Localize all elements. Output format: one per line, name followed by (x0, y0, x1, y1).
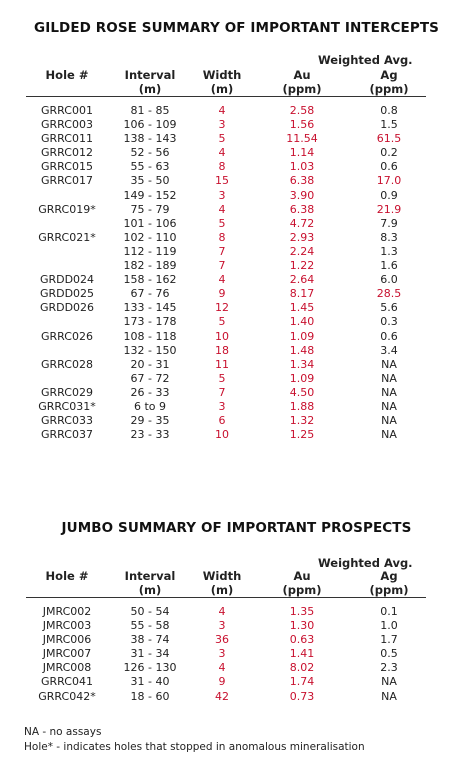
cell-au: 1.32 (289, 414, 315, 428)
jumbo-title: JUMBO SUMMARY OF IMPORTANT PROSPECTS (61, 520, 412, 536)
cell-width: 7 (218, 244, 226, 258)
cell-ag: 1.5 (380, 118, 398, 132)
cell-interval: 67 - 72 (130, 371, 170, 385)
cell-ag: 8.3 (380, 230, 398, 244)
cell-au: 1.45 (289, 301, 315, 315)
cell-width: 9 (218, 287, 226, 301)
cell-hole: JMRC008 (42, 661, 92, 675)
cell-hole (26, 189, 108, 203)
cell-interval: 81 - 85 (130, 104, 170, 117)
cell-width: 4 (218, 661, 226, 675)
header-rule (192, 598, 252, 606)
cell-ag: 5.6 (380, 301, 398, 315)
header-rule (352, 598, 426, 606)
cell-au: 1.88 (289, 399, 315, 413)
table-row (26, 400, 426, 414)
cell-width: 10 (215, 428, 229, 442)
table-row (26, 315, 426, 329)
cell-ag: 6.0 (380, 273, 398, 287)
cell-interval: 55 - 63 (130, 160, 170, 174)
cell-ag: 1.0 (380, 619, 398, 633)
cell-width: 12 (215, 301, 229, 315)
cell-width: 4 (218, 146, 226, 160)
cell-ag: NA (381, 675, 397, 689)
cell-hole: JMRC006 (42, 633, 92, 647)
cell-au: 1.09 (289, 329, 315, 343)
cell-width: 6 (218, 414, 226, 428)
cell-au: 3.90 (289, 188, 315, 202)
header-rule (192, 97, 252, 105)
cell-au: 6.38 (289, 202, 315, 216)
cell-ag: NA (381, 357, 397, 371)
cell-au: 1.74 (289, 675, 315, 689)
gilded-header-width-unit: (m) (210, 82, 234, 96)
table-row (26, 160, 426, 174)
table-row (26, 245, 426, 259)
cell-interval: 75 - 79 (130, 202, 170, 216)
cell-interval: 55 - 58 (130, 619, 170, 633)
cell-au: 1.41 (289, 647, 315, 661)
table-row (26, 273, 426, 287)
jumbo-header-ag: Ag (380, 569, 398, 583)
cell-au: 2.93 (289, 230, 315, 244)
jumbo-header-au: Au (293, 569, 311, 583)
cell-hole: GRRC026 (41, 329, 93, 343)
jumbo-header-interval: Interval (124, 569, 176, 583)
cell-width: 3 (218, 399, 226, 413)
cell-ag: NA (381, 428, 397, 442)
cell-interval: 26 - 33 (130, 385, 170, 399)
jumbo-header-interval-unit: (m) (138, 583, 162, 597)
cell-au: 1.25 (289, 428, 315, 442)
cell-hole: JMRC003 (42, 619, 92, 633)
cell-ag: 0.1 (380, 605, 398, 618)
table-row (26, 633, 426, 647)
cell-width: 3 (218, 619, 226, 633)
cell-ag: 1.3 (380, 244, 398, 258)
cell-hole: GRRC037 (41, 428, 93, 442)
gilded-title: GILDED ROSE SUMMARY OF IMPORTANT INTERCEPTS (34, 20, 439, 36)
header-rule (26, 97, 108, 105)
table-row (26, 386, 426, 400)
cell-ag: 1.7 (380, 633, 398, 647)
cell-interval: 31 - 34 (130, 647, 170, 661)
cell-au: 8.02 (289, 661, 315, 675)
cell-ag: 21.9 (376, 202, 402, 216)
cell-ag: 1.6 (380, 259, 398, 273)
cell-interval: 173 - 178 (123, 315, 177, 329)
table-row (26, 372, 426, 386)
cell-au: 0.63 (289, 633, 315, 647)
cell-ag: 0.6 (380, 329, 398, 343)
cell-interval: 20 - 31 (130, 357, 170, 371)
table-row (26, 675, 426, 689)
header-rule (352, 97, 426, 105)
cell-width: 4 (218, 202, 226, 216)
cell-ag: 3.4 (380, 343, 398, 357)
cell-interval: 158 - 162 (123, 273, 177, 287)
cell-hole (26, 217, 108, 231)
table-row (26, 104, 426, 118)
cell-ag: NA (381, 371, 397, 385)
header-rule (252, 97, 352, 105)
cell-width: 5 (218, 132, 226, 146)
cell-hole (26, 245, 108, 259)
table-row (26, 301, 426, 315)
footnotes (24, 725, 365, 755)
cell-ag: NA (381, 414, 397, 428)
cell-interval: 102 - 110 (123, 230, 177, 244)
cell-au: 4.50 (289, 385, 315, 399)
gilded-header-au-unit: (ppm) (282, 82, 322, 96)
cell-hole: GRRC042* (38, 689, 96, 703)
header-rule (108, 97, 192, 105)
cell-au: 1.35 (289, 605, 315, 618)
table-row (26, 605, 426, 619)
jumbo-header-width: Width (202, 569, 242, 583)
cell-width: 7 (218, 259, 226, 273)
cell-interval: 149 - 152 (123, 188, 177, 202)
table-row (26, 619, 426, 633)
footnote-hole-star: Hole* - indicates holes that stopped in anomalous mineralisation (24, 741, 365, 753)
cell-hole: GRRC003 (41, 118, 93, 132)
gilded-header-ag: Ag (380, 68, 398, 82)
cell-width: 5 (218, 315, 226, 329)
header-rule (108, 598, 192, 606)
cell-interval: 52 - 56 (130, 146, 170, 160)
cell-interval: 106 - 109 (123, 118, 177, 132)
cell-width: 7 (218, 385, 226, 399)
gilded-header-ag-unit: (ppm) (369, 82, 409, 96)
cell-ag: 0.2 (380, 146, 398, 160)
cell-hole: GRRC021* (38, 230, 96, 244)
jumbo-header-hole-unit (26, 583, 108, 598)
cell-hole (26, 315, 108, 329)
table-row (26, 203, 426, 217)
cell-width: 4 (218, 273, 226, 287)
cell-interval: 18 - 60 (130, 689, 170, 703)
cell-interval: 6 to 9 (133, 399, 167, 413)
cell-au: 0.73 (289, 689, 315, 703)
cell-hole: GRRC012 (41, 146, 93, 160)
cell-width: 4 (218, 104, 226, 117)
cell-width: 3 (218, 188, 226, 202)
cell-au: 2.58 (289, 104, 315, 117)
cell-au: 1.03 (289, 160, 315, 174)
jumbo-header-ag-unit: (ppm) (369, 583, 409, 597)
gilded-header-hole: Hole # (45, 68, 89, 82)
table-row (26, 189, 426, 203)
cell-hole: GRRC011 (41, 132, 93, 146)
gilded-header-interval: Interval (124, 68, 176, 82)
cell-au: 2.64 (289, 273, 315, 287)
cell-interval: 50 - 54 (130, 605, 170, 618)
cell-ag: 17.0 (376, 174, 402, 188)
cell-au: 1.22 (289, 259, 315, 273)
gilded-weighted-avg-label: Weighted Avg. (318, 53, 413, 67)
cell-hole: JMRC007 (42, 647, 92, 661)
cell-width: 42 (215, 689, 229, 703)
cell-ag: 7.9 (380, 216, 398, 230)
cell-width: 3 (218, 118, 226, 132)
gilded-header-au: Au (293, 68, 311, 82)
cell-au: 1.14 (289, 146, 315, 160)
table-row (26, 428, 426, 442)
table-row (26, 231, 426, 245)
table-row (26, 259, 426, 273)
cell-ag: 0.9 (380, 188, 398, 202)
cell-hole: GRRC029 (41, 385, 93, 399)
cell-interval: 23 - 33 (130, 428, 170, 442)
footnote-na: NA - no assays (24, 726, 102, 738)
cell-hole: GRRC028 (41, 357, 93, 371)
cell-width: 11 (215, 357, 229, 371)
cell-au: 1.40 (289, 315, 315, 329)
cell-ag: 2.3 (380, 661, 398, 675)
table-row (26, 690, 426, 704)
cell-interval: 108 - 118 (123, 329, 177, 343)
cell-width: 15 (215, 174, 229, 188)
cell-hole: GRRC031* (38, 399, 96, 413)
cell-ag: NA (381, 689, 397, 703)
cell-ag: 0.3 (380, 315, 398, 329)
cell-au: 6.38 (289, 174, 315, 188)
cell-width: 9 (218, 675, 226, 689)
cell-ag: NA (381, 385, 397, 399)
cell-interval: 29 - 35 (130, 414, 170, 428)
table-row (26, 118, 426, 132)
cell-width: 4 (218, 605, 226, 618)
gilded-header-width: Width (202, 68, 242, 82)
cell-hole: GRRC041 (41, 675, 93, 689)
table-row (26, 647, 426, 661)
cell-hole: GRRC015 (41, 160, 93, 174)
gilded-header-interval-unit: (m) (138, 82, 162, 96)
table-row (26, 287, 426, 301)
table-row (26, 661, 426, 675)
table-row (26, 344, 426, 358)
cell-ag: NA (381, 399, 397, 413)
cell-interval: 112 - 119 (123, 244, 177, 258)
cell-width: 3 (218, 647, 226, 661)
cell-width: 8 (218, 160, 226, 174)
cell-width: 5 (218, 371, 226, 385)
gilded-header-hole-unit (26, 82, 108, 97)
table-row (26, 414, 426, 428)
cell-hole (26, 259, 108, 273)
cell-interval: 182 - 189 (123, 259, 177, 273)
cell-interval: 31 - 40 (130, 675, 170, 689)
cell-au: 4.72 (289, 216, 315, 230)
cell-hole (26, 372, 108, 386)
table-row (26, 174, 426, 188)
cell-au: 2.24 (289, 244, 315, 258)
cell-hole: GRRC033 (41, 414, 93, 428)
table-row (26, 358, 426, 372)
cell-interval: 101 - 106 (123, 216, 177, 230)
cell-hole: GRRC001 (41, 104, 93, 117)
cell-ag: 0.8 (380, 104, 398, 117)
jumbo-weighted-avg-label: Weighted Avg. (318, 556, 413, 570)
cell-width: 5 (218, 216, 226, 230)
cell-au: 1.34 (289, 357, 315, 371)
cell-hole: JMRC002 (42, 605, 92, 618)
cell-hole: GRRC017 (41, 174, 93, 188)
cell-ag: 0.6 (380, 160, 398, 174)
jumbo-header-width-unit: (m) (210, 583, 234, 597)
cell-au: 1.30 (289, 619, 315, 633)
jumbo-header-au-unit: (ppm) (282, 583, 322, 597)
cell-au: 1.48 (289, 343, 315, 357)
cell-ag: 61.5 (376, 132, 402, 146)
cell-hole (26, 344, 108, 358)
cell-ag: 0.5 (380, 647, 398, 661)
table-row (26, 146, 426, 160)
cell-ag: 28.5 (376, 287, 402, 301)
cell-au: 1.56 (289, 118, 315, 132)
gilded-intercepts-table (26, 68, 426, 442)
cell-au: 1.09 (289, 371, 315, 385)
cell-interval: 38 - 74 (130, 633, 170, 647)
cell-au: 11.54 (286, 132, 318, 146)
cell-interval: 67 - 76 (130, 287, 170, 301)
jumbo-prospects-table (26, 569, 426, 704)
cell-width: 36 (215, 633, 229, 647)
cell-hole: GRDD024 (39, 273, 95, 287)
cell-interval: 138 - 143 (123, 132, 177, 146)
table-row (26, 217, 426, 231)
cell-interval: 132 - 150 (123, 343, 177, 357)
table-row (26, 132, 426, 146)
cell-interval: 126 - 130 (123, 661, 177, 675)
jumbo-header-hole: Hole # (45, 569, 89, 583)
cell-hole: GRDD026 (39, 301, 95, 315)
cell-interval: 35 - 50 (130, 174, 170, 188)
table-row (26, 330, 426, 344)
header-rule (26, 598, 108, 606)
cell-interval: 133 - 145 (123, 301, 177, 315)
cell-width: 8 (218, 230, 226, 244)
cell-hole: GRDD025 (39, 287, 95, 301)
header-rule (252, 598, 352, 606)
cell-width: 10 (215, 329, 229, 343)
cell-width: 18 (215, 343, 229, 357)
cell-hole: GRRC019* (38, 202, 96, 216)
cell-au: 8.17 (289, 287, 315, 301)
